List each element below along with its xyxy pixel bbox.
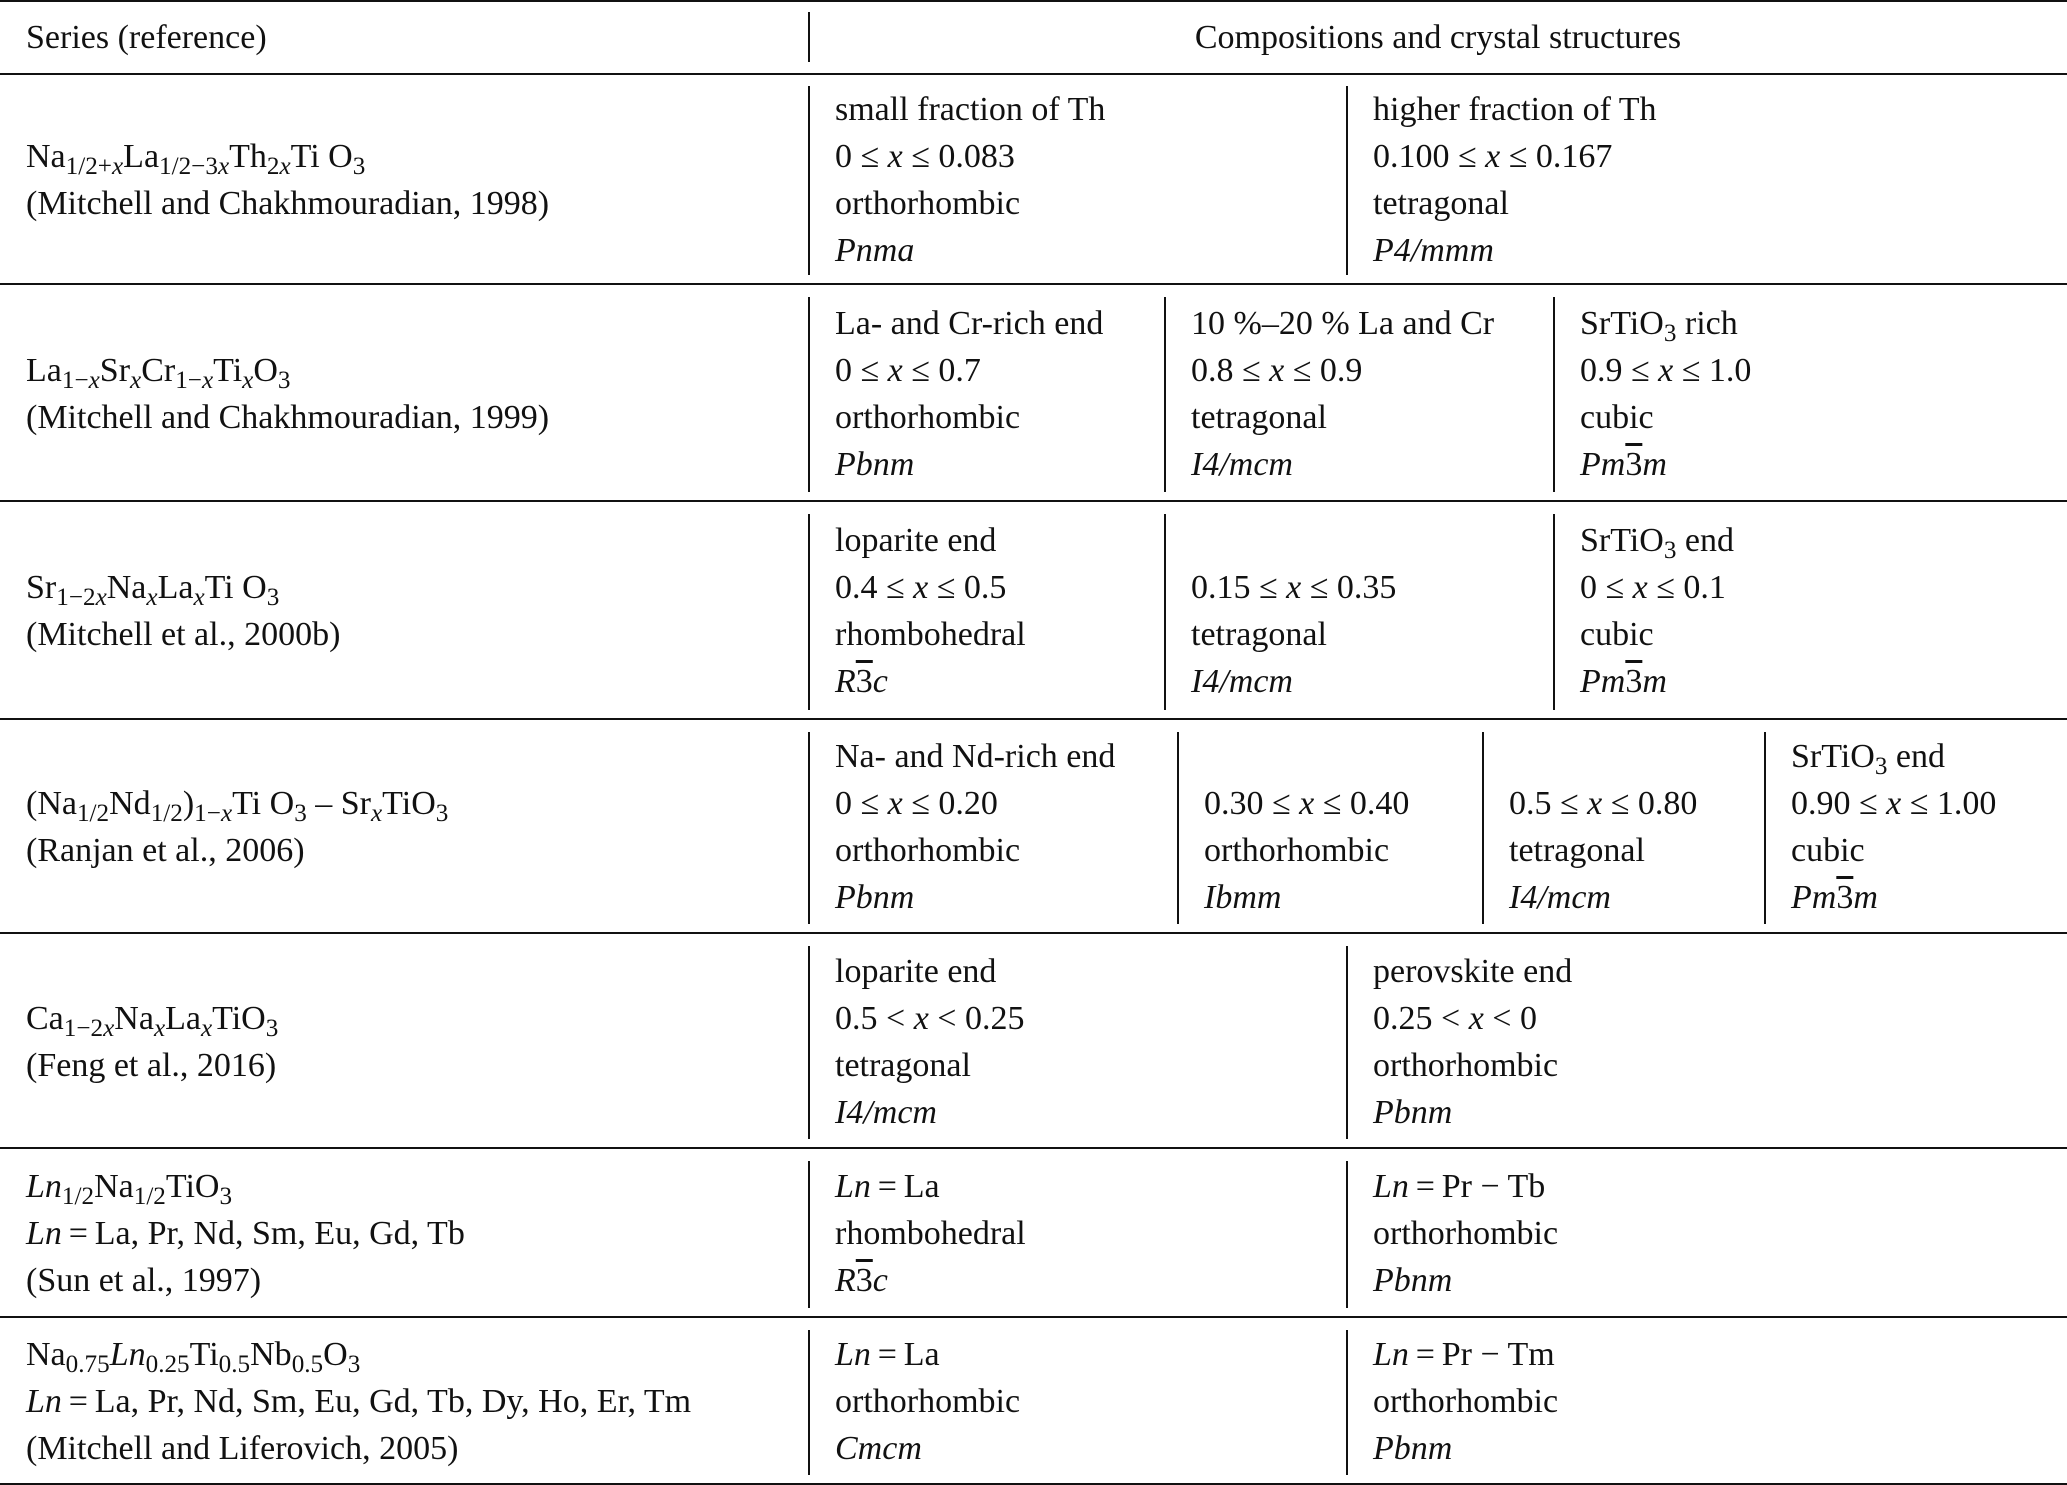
text-segment: = La, Pr, Nd, Sm, Eu, Gd, Tb, Dy, Ho, Er, Tm xyxy=(61,1383,692,1420)
subscript: x xyxy=(217,152,230,180)
text-segment: ≤ 0.80 xyxy=(1602,785,1698,822)
text-line xyxy=(1791,733,1996,780)
text-segment: 0.100 ≤ xyxy=(1373,137,1486,175)
subscript: 1/2−3 xyxy=(159,152,218,180)
composition-cell xyxy=(1191,285,1494,502)
subscript: 1−2 xyxy=(56,584,96,612)
composition-cell xyxy=(835,720,1115,934)
text-line: tetragonal xyxy=(1191,398,1327,436)
series-cell xyxy=(26,720,448,934)
text-line: (Mitchell and Liferovich, 2005) xyxy=(26,1430,459,1467)
text-line xyxy=(1580,564,1734,611)
column-divider xyxy=(1177,732,1179,924)
text-segment: (Na xyxy=(26,785,77,822)
text-line xyxy=(26,1331,691,1378)
text-segment: 0 ≤ xyxy=(835,351,888,389)
series-cell xyxy=(26,1318,691,1485)
text-line: orthorhombic xyxy=(835,184,1021,222)
text-segment: Ibmm xyxy=(1204,879,1282,916)
text-line xyxy=(1373,995,1572,1042)
text-line xyxy=(835,780,1115,827)
subscript: 0.25 xyxy=(145,1351,190,1379)
text-line: (Mitchell and Chakhmouradian, 1998) xyxy=(26,184,550,222)
subscript: 3 xyxy=(265,1014,279,1042)
text-line: (Sun et al., 1997) xyxy=(26,1262,262,1299)
subscript: 1/2 xyxy=(133,1183,166,1211)
text-segment: end xyxy=(1676,522,1734,559)
composition-cell xyxy=(1509,720,1697,934)
column-divider xyxy=(1482,732,1484,924)
subscript: x xyxy=(95,584,107,612)
text-line: cubic xyxy=(1791,832,1865,869)
text-segment: Ti O xyxy=(204,569,267,606)
text-segment: 0 ≤ xyxy=(835,785,888,822)
text-line xyxy=(26,347,549,394)
text-segment: SrTiO xyxy=(1580,522,1664,559)
subscript: 3 xyxy=(1663,319,1677,347)
text-line xyxy=(1791,780,1996,827)
text-line xyxy=(835,564,1026,611)
text-segment: x xyxy=(913,569,929,606)
column-divider xyxy=(1553,514,1555,710)
text-segment: Pnma xyxy=(835,231,915,269)
subscript: 3 xyxy=(435,800,449,828)
text-line: orthorhombic xyxy=(1373,1383,1559,1420)
text-line xyxy=(835,347,1103,394)
subscript: x xyxy=(220,800,233,828)
text-segment: < 0.25 xyxy=(928,999,1025,1037)
text-segment: 0 ≤ xyxy=(835,137,888,175)
text-segment: x xyxy=(1286,569,1302,606)
subscript: 3 xyxy=(219,1183,233,1211)
text-line xyxy=(1191,658,1396,705)
subscript: x xyxy=(103,1014,115,1042)
text-segment: P4/mmm xyxy=(1373,231,1494,269)
column-divider xyxy=(808,297,810,492)
column-divider xyxy=(808,1330,810,1475)
text-line xyxy=(1791,874,1996,921)
column-divider xyxy=(1164,514,1166,710)
subscript: x xyxy=(146,584,158,612)
text-line xyxy=(26,1210,465,1257)
text-segment: rich xyxy=(1676,304,1738,342)
text-line xyxy=(1580,441,1751,488)
text-segment: x xyxy=(913,999,929,1037)
text-segment: Pm xyxy=(1580,663,1626,700)
text-segment: La xyxy=(26,351,62,389)
text-segment: Nb xyxy=(250,1336,292,1373)
text-line: tetragonal xyxy=(1191,616,1327,653)
text-segment: 0.5 ≤ xyxy=(1509,785,1588,822)
text-segment: x xyxy=(1299,785,1315,822)
series-cell xyxy=(26,285,549,502)
text-segment: x xyxy=(1485,137,1501,175)
text-segment: TiO xyxy=(165,1168,220,1205)
text-line: higher fraction of Th xyxy=(1373,90,1657,128)
text-line xyxy=(1373,1257,1558,1304)
text-line xyxy=(835,227,1105,274)
text-segment: end xyxy=(1887,738,1945,775)
text-line: rhombohedral xyxy=(835,1215,1026,1252)
text-segment: Ln xyxy=(26,1168,62,1205)
text-line: orthorhombic xyxy=(835,832,1021,869)
column-divider xyxy=(1346,946,1348,1139)
text-segment: O xyxy=(323,1336,348,1373)
column-divider xyxy=(808,732,810,924)
column-divider xyxy=(1553,297,1555,492)
text-segment: m xyxy=(1642,445,1667,483)
text-segment: I4/mcm xyxy=(1191,445,1293,483)
composition-cell xyxy=(1580,285,1751,502)
text-segment: ≤ 0.35 xyxy=(1301,569,1397,606)
text-segment: ≤ 0.5 xyxy=(928,569,1007,606)
text-segment: x xyxy=(1587,785,1603,822)
text-segment: TiO xyxy=(212,999,266,1037)
text-segment: ≤ 0.083 xyxy=(902,137,1015,175)
series-cell xyxy=(26,502,340,720)
text-line: orthorhombic xyxy=(835,1383,1021,1420)
text-line xyxy=(835,1257,1026,1304)
text-segment: Pbnm xyxy=(1373,1093,1453,1131)
text-line: tetragonal xyxy=(1509,832,1645,869)
series-cell xyxy=(26,1149,465,1318)
text-line xyxy=(1580,658,1734,705)
text-segment: Pbnm xyxy=(835,879,915,916)
text-segment: SrTiO xyxy=(1791,738,1875,775)
text-segment: Ln xyxy=(835,1168,871,1205)
header-series: Series (reference) xyxy=(26,18,267,56)
subscript: x xyxy=(242,366,254,394)
text-line xyxy=(835,441,1103,488)
text-segment: 0.90 ≤ xyxy=(1791,785,1887,822)
text-segment: Ln xyxy=(26,1215,62,1252)
text-segment: La xyxy=(123,137,160,175)
text-line xyxy=(835,1163,1026,1210)
text-segment: Th xyxy=(229,137,267,175)
composition-cell xyxy=(835,502,1026,720)
text-segment: = La, Pr, Nd, Sm, Eu, Gd, Tb xyxy=(61,1215,465,1252)
column-divider xyxy=(808,946,810,1139)
text-segment: Ca xyxy=(26,999,64,1037)
text-segment: 0 ≤ xyxy=(1580,569,1633,606)
text-segment: Ln xyxy=(26,1383,62,1420)
composition-cell xyxy=(835,1149,1026,1318)
text-line: Na- and Nd-rich end xyxy=(835,738,1116,775)
subscript: 1/2 xyxy=(150,800,183,828)
text-segment: ≤ 0.9 xyxy=(1284,351,1363,389)
text-segment: 0.5 < xyxy=(835,999,914,1037)
subscript: 1− xyxy=(61,366,89,394)
composition-cell xyxy=(1373,1318,1558,1485)
text-line: cubic xyxy=(1580,398,1654,436)
text-line xyxy=(1373,1425,1558,1472)
text-segment: x xyxy=(1468,999,1484,1037)
subscript: 1− xyxy=(175,366,202,394)
text-segment: Cr xyxy=(141,351,176,389)
text-segment: 0.25 < xyxy=(1373,999,1469,1037)
text-segment: 0.30 ≤ xyxy=(1204,785,1300,822)
subscript: x xyxy=(201,366,214,394)
text-segment: Ti O xyxy=(232,785,295,822)
text-line xyxy=(835,658,1026,705)
text-line xyxy=(1580,347,1751,394)
subscript: 2 xyxy=(266,152,280,180)
text-segment: Na xyxy=(26,1336,66,1373)
subscript: x xyxy=(153,1014,166,1042)
column-divider xyxy=(808,86,810,275)
text-line: (Mitchell et al., 2000b) xyxy=(26,616,341,653)
subscript: 3 xyxy=(352,152,366,180)
series-cell xyxy=(26,934,278,1149)
text-segment: ) xyxy=(182,785,195,822)
text-line xyxy=(1580,517,1734,564)
composition-cell xyxy=(1191,502,1396,720)
text-line: (Feng et al., 2016) xyxy=(26,1046,277,1084)
text-segment: O xyxy=(253,351,278,389)
text-segment: x xyxy=(887,785,903,822)
text-segment: – Sr xyxy=(306,785,371,822)
text-line xyxy=(1204,780,1409,827)
text-segment: x xyxy=(1658,351,1674,389)
text-segment: Pbnm xyxy=(835,445,915,483)
text-line: orthorhombic xyxy=(1204,832,1390,869)
text-line: perovskite end xyxy=(1373,952,1573,990)
subscript: x xyxy=(130,366,142,394)
text-line: orthorhombic xyxy=(1373,1215,1559,1252)
subscript: 1− xyxy=(194,800,221,828)
composition-cell xyxy=(835,934,1024,1149)
text-line: (Mitchell and Chakhmouradian, 1999) xyxy=(26,398,550,436)
text-segment: I4/mcm xyxy=(1191,663,1293,700)
text-line xyxy=(1373,1331,1558,1378)
subscript: x xyxy=(200,1014,213,1042)
column-divider xyxy=(1346,86,1348,275)
text-segment: Na xyxy=(26,137,66,175)
text-line xyxy=(1204,874,1409,921)
subscript: 1/2 xyxy=(61,1183,95,1211)
text-segment: Pbnm xyxy=(1373,1262,1453,1299)
text-line xyxy=(1509,780,1697,827)
overbar-digit: 3 xyxy=(855,663,873,700)
composition-cell xyxy=(835,285,1103,502)
text-segment: Ti xyxy=(213,351,243,389)
text-line xyxy=(1204,733,1409,780)
overbar-digit: 3 xyxy=(1836,879,1854,916)
text-segment: x xyxy=(887,351,903,389)
text-segment: ≤ 1.0 xyxy=(1673,351,1752,389)
column-divider xyxy=(808,514,810,710)
text-segment: ≤ 0.40 xyxy=(1314,785,1410,822)
text-segment: Na xyxy=(106,569,147,606)
text-segment: ≤ 0.167 xyxy=(1500,137,1613,175)
text-segment: R xyxy=(835,663,856,700)
text-line: loparite end xyxy=(835,952,997,990)
text-segment: c xyxy=(872,663,888,700)
text-line xyxy=(1373,227,1657,274)
subscript: 3 xyxy=(294,800,307,828)
text-line xyxy=(1373,133,1657,180)
text-segment: = Pr − Tb xyxy=(1408,1168,1546,1205)
text-line: small fraction of Th xyxy=(835,90,1106,128)
header-compositions: Compositions and crystal structures xyxy=(1194,18,1682,56)
subscript: 3 xyxy=(1663,537,1677,565)
text-segment: x xyxy=(1886,785,1902,822)
text-line xyxy=(1580,300,1751,347)
text-segment: La xyxy=(165,999,201,1037)
subscript: x xyxy=(112,152,124,180)
text-segment: Na xyxy=(94,1168,134,1205)
text-line: La- and Cr-rich end xyxy=(835,304,1104,342)
text-segment: R xyxy=(835,1262,856,1299)
text-segment: I4/mcm xyxy=(835,1093,937,1131)
text-segment: = La xyxy=(870,1336,940,1373)
column-divider xyxy=(1764,732,1766,924)
composition-cell xyxy=(1791,720,1996,934)
text-line: orthorhombic xyxy=(1373,1046,1559,1084)
overbar-digit: 3 xyxy=(1625,445,1643,483)
subscript: 1/2 xyxy=(76,800,110,828)
column-divider xyxy=(808,1161,810,1308)
text-segment: Cmcm xyxy=(835,1430,922,1467)
text-segment: Ln xyxy=(1373,1168,1409,1205)
text-line xyxy=(1373,1089,1572,1136)
text-line: tetragonal xyxy=(1373,184,1509,222)
text-segment: m xyxy=(1853,879,1878,916)
text-segment: Pm xyxy=(1580,445,1626,483)
text-line: tetragonal xyxy=(835,1046,971,1084)
subscript: 3 xyxy=(347,1351,361,1379)
text-line: loparite end xyxy=(835,522,997,559)
text-segment: La xyxy=(157,569,194,606)
composition-cell xyxy=(1580,502,1734,720)
text-segment: Ln xyxy=(1373,1336,1409,1373)
text-line xyxy=(835,995,1024,1042)
text-segment: ≤ 1.00 xyxy=(1901,785,1997,822)
column-divider xyxy=(1346,1330,1348,1475)
text-line xyxy=(26,1163,465,1210)
subscript: x xyxy=(88,366,100,394)
text-segment: Nd xyxy=(109,785,151,822)
text-segment: x xyxy=(1632,569,1648,606)
text-segment: Ti xyxy=(189,1336,219,1373)
column-divider xyxy=(1164,297,1166,492)
text-segment: Ln xyxy=(835,1336,871,1373)
text-line: orthorhombic xyxy=(835,398,1021,436)
composition-cell xyxy=(1373,74,1657,285)
text-line xyxy=(835,1331,1020,1378)
text-segment: I4/mcm xyxy=(1509,879,1611,916)
text-segment: = La xyxy=(870,1168,940,1205)
series-cell xyxy=(26,74,549,285)
text-line xyxy=(1509,733,1697,780)
composition-cell xyxy=(1373,1149,1558,1318)
text-segment: Sr xyxy=(99,351,131,389)
text-line xyxy=(835,1425,1020,1472)
subscript: 1/2+ xyxy=(65,152,112,180)
text-line: cubic xyxy=(1580,616,1654,653)
subscript: 0.5 xyxy=(218,1351,251,1379)
composition-cell xyxy=(1204,720,1409,934)
text-line xyxy=(1373,1163,1558,1210)
text-line: rhombohedral xyxy=(835,616,1026,653)
text-line xyxy=(1509,874,1697,921)
composition-cell xyxy=(1373,934,1572,1149)
text-segment: 0.9 ≤ xyxy=(1580,351,1659,389)
header-divider xyxy=(808,12,810,62)
text-line xyxy=(835,874,1115,921)
text-line xyxy=(26,133,549,180)
subscript: 3 xyxy=(277,366,291,394)
text-line: (Ranjan et al., 2006) xyxy=(26,832,305,869)
text-line xyxy=(26,995,278,1042)
text-segment: 0.15 ≤ xyxy=(1191,569,1287,606)
text-line: 10 %–20 % La and Cr xyxy=(1191,304,1495,342)
text-segment: Sr xyxy=(26,569,57,606)
text-segment: c xyxy=(872,1262,888,1299)
subscript: 3 xyxy=(266,584,280,612)
text-line xyxy=(1191,517,1396,564)
text-line xyxy=(1191,347,1494,394)
text-segment: Pm xyxy=(1791,879,1837,916)
row-rule xyxy=(0,932,2067,934)
text-line xyxy=(26,564,340,611)
text-segment: x xyxy=(887,137,903,175)
subscript: 0.75 xyxy=(65,1351,110,1379)
subscript: 1−2 xyxy=(63,1014,104,1042)
overbar-digit: 3 xyxy=(1625,663,1643,700)
subscript: x xyxy=(279,152,291,180)
text-segment: Na xyxy=(114,999,154,1037)
text-segment: Ln xyxy=(109,1336,146,1373)
text-segment: ≤ 0.1 xyxy=(1647,569,1726,606)
text-segment: Pbnm xyxy=(1373,1430,1453,1467)
subscript: x xyxy=(371,800,383,828)
text-segment: Ti O xyxy=(290,137,353,175)
composition-cell xyxy=(835,1318,1020,1485)
text-line xyxy=(835,133,1105,180)
text-line xyxy=(1191,441,1494,488)
subscript: 0.5 xyxy=(291,1351,324,1379)
text-line xyxy=(26,780,448,827)
text-line xyxy=(26,1378,691,1425)
column-divider xyxy=(1346,1161,1348,1308)
text-segment: < 0 xyxy=(1483,999,1537,1037)
text-segment: = Pr − Tm xyxy=(1408,1336,1555,1373)
subscript: 3 xyxy=(1874,753,1888,781)
text-segment: x xyxy=(1269,351,1285,389)
text-line xyxy=(1191,564,1396,611)
text-segment: ≤ 0.20 xyxy=(902,785,998,822)
overbar-digit: 3 xyxy=(855,1262,873,1299)
text-segment: TiO xyxy=(382,785,436,822)
composition-cell xyxy=(835,74,1105,285)
text-segment: 0.4 ≤ xyxy=(835,569,914,606)
text-segment: SrTiO xyxy=(1580,304,1664,342)
subscript: x xyxy=(193,584,205,612)
text-segment: 0.8 ≤ xyxy=(1191,351,1270,389)
text-line xyxy=(835,1089,1024,1136)
text-segment: m xyxy=(1642,663,1667,700)
text-segment: ≤ 0.7 xyxy=(902,351,981,389)
